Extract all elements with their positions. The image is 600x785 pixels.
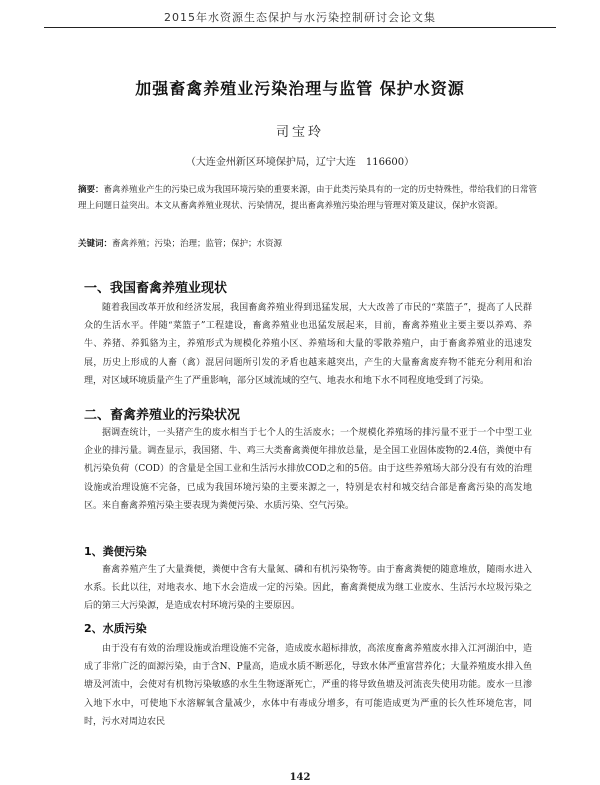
subsection-heading: 1、粪便污染 (84, 545, 147, 558)
running-header: 2015年水资源生态保护与水污染控制研讨会论文集 (164, 11, 436, 24)
section-heading: 一、我国畜禽养殖业现状 (84, 281, 228, 296)
author-affiliation: （大连金州新区环境保护局，辽宁大连 116600） (185, 157, 415, 168)
keywords-label: 关键词： (78, 239, 113, 249)
paper-title: 加强畜禽养殖业污染治理与监管 保护水资源 (135, 79, 465, 98)
body-paragraph: 畜禽养殖产生了大量粪便，粪便中含有大量氮、磷和有机污染物等。由于畜禽粪便的随意堆放，随雨水进入水系。长此以往，对地表水、地下水会造成一定的污染。因此，畜禽粪便成为继工业废水、生活污水垃圾污染之后的第三大污染源，是造成农村环境污染的主要原因。 (84, 565, 532, 612)
author-name: 司宝玲 (275, 125, 324, 140)
abstract-text: 畜禽养殖业产生的污染已成为我国环境污染的重要来源，由于此类污染具有的一定的历史特殊性，带给我们的日常管理上问题日益突出。本文从畜禽养殖业现状、污染情况，提出畜禽养殖污染治理与管理对策及建议，保护水资源。 (78, 185, 538, 211)
header-rule (44, 27, 556, 28)
section-heading: 二、畜禽养殖业的污染状况 (84, 408, 241, 423)
body-paragraph: 据调查统计，一头猪产生的废水相当于七个人的生活废水；一个规模化养殖场的排污量不亚于一个中型工业企业的排污量。调查显示，我国猪、牛、鸡三大类畜禽粪便年排放总量，是全国工业固体废物的2.4倍，粪便中有机污染负荷（COD）的含量是全国工业和生活污水排放COD之和的5倍。由于这些养殖场大部分没有有效的治理设施或治理设施不完备，已成为我国环境污染的主要来源之一，特别是农村和城交结合部是畜禽污染的高发地区。来自畜禽养殖污染主要表现为粪便污染、水质污染、空气污染。 (84, 428, 532, 511)
keywords (78, 236, 540, 252)
subsection-heading: 2、水质污染 (84, 622, 147, 635)
abstract (78, 182, 540, 214)
keywords-text: 畜禽养殖；污染；治理；监管；保护；水资源 (112, 239, 283, 249)
page-number: 142 (289, 772, 311, 783)
body-paragraph: 随着我国改革开放和经济发展，我国畜禽养殖业得到迅猛发展，大大改善了市民的“菜篮子”，提高了人民群众的生活水平。伴随“菜篮子”工程建设，畜禽养殖业也迅猛发展起来，目前，畜禽养殖业主要主要以养鸡、养牛、养猪、养狐貉为主，养殖形式为规模化养殖小区、养殖场和大量的零散养殖户，由于畜禽养殖业的迅速发展，历史上形成的人畜（禽）混居问题所引发的矛盾也越来越突出，产生的大量畜禽废弃物不能充分利用和治理，对区域环境质量产生了严重影响，部分区域流域的空气、地表水和地下水不同程度地受到了污染。 (84, 303, 532, 386)
body-paragraph: 由于没有有效的治理设施或治理设施不完备，造成废水超标排放，高浓度畜禽养殖废水排入江河湖泊中，造成了非常广泛的面源污染，由于含N、P量高，造成水质不断恶化，导致水体严重富营养化；大量养殖废水排入鱼塘及河流中，会使对有机物污染敏感的水生生物逐渐死亡，严重的将导致鱼塘及河流丧失使用功能。废水一旦渗入地下水中，可使地下水溶解氧含量减少，水体中有毒成分增多，有可能造成更为严重的长久性环境危害，同时，污水对周边农民 (84, 644, 532, 727)
abstract-label: 摘要： (78, 185, 104, 195)
